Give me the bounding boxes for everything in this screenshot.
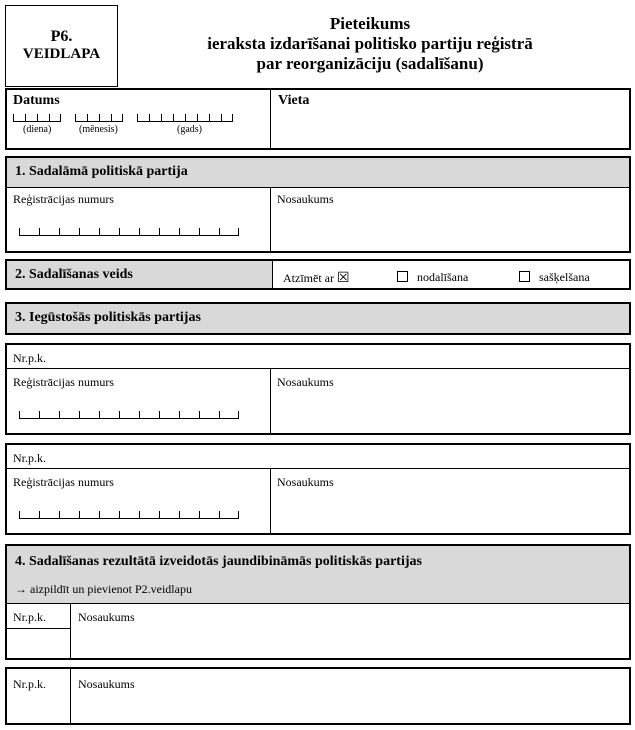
nodalisana-label: nodalīšana <box>417 270 469 284</box>
mark-with-label: Atzīmēt ar <box>283 271 334 285</box>
option-saskelsana[interactable] <box>519 270 590 285</box>
section-1-name-input[interactable] <box>277 208 622 246</box>
date-label: Datums <box>13 93 60 108</box>
title-line-2: ieraksta izdarīšanai politisko partiju reģistrā <box>207 34 533 53</box>
entry-1-name-input[interactable] <box>277 391 622 429</box>
section-3-title: 3. Iegūstošās politiskās partijas <box>7 304 629 333</box>
entry-2-nr-label: Nr.p.k. <box>13 451 46 465</box>
s4-entry-2-name-input[interactable] <box>77 693 622 721</box>
title-line-1: Pieteikums <box>329 14 411 33</box>
section-1-party-being-divided <box>5 156 631 253</box>
section-3-entry-1 <box>5 343 631 435</box>
section-4-entry-2 <box>5 667 631 725</box>
section-4-new-parties <box>5 544 631 660</box>
place-input[interactable] <box>277 112 622 146</box>
section-3-entry-2 <box>5 443 631 535</box>
s4-entry-1-nr-label: Nr.p.k. <box>13 610 46 624</box>
section-1-title: 1. Sadalāmā politiskā partija <box>7 158 629 188</box>
s4-entry-1-name-label: Nosaukums <box>78 610 135 624</box>
place-label: Vieta <box>278 93 310 108</box>
nodalisana-checkbox[interactable] <box>397 271 408 282</box>
entry-2-name-input[interactable] <box>277 491 622 529</box>
date-day-caption: (diena) <box>23 124 52 135</box>
checked-box-icon: ☒ <box>336 270 350 286</box>
entry-1-reg-number-input[interactable] <box>19 411 239 419</box>
entry-1-nr-label: Nr.p.k. <box>13 351 46 365</box>
option-nodalisana[interactable] <box>397 270 468 285</box>
section-4-title: 4. Sadalīšanas rezultātā izveidotās jaundibināmās politiskās partijas <box>15 554 422 569</box>
saskelsana-checkbox[interactable] <box>519 271 530 282</box>
title-line-3: par reorganizāciju (sadalīšanu) <box>256 54 484 73</box>
date-year-caption: (gads) <box>177 124 202 135</box>
entry-1-name-label: Nosaukums <box>277 375 334 389</box>
section-1-reg-label: Reģistrācijas numurs <box>13 192 114 206</box>
entry-1-reg-label: Reģistrācijas numurs <box>13 375 114 389</box>
s4-entry-2-name-label: Nosaukums <box>78 677 135 691</box>
entry-2-name-label: Nosaukums <box>277 475 334 489</box>
section-4-note: → aizpildīt un pievienot P2.veidlapu <box>15 582 192 596</box>
entry-2-reg-label: Reģistrācijas numurs <box>13 475 114 489</box>
form-code: P6. <box>50 28 73 45</box>
date-place-block <box>5 88 631 150</box>
section-3-acquiring-parties <box>5 302 631 335</box>
date-month-caption: (mēnesis) <box>79 124 118 135</box>
section-1-reg-number-input[interactable] <box>19 228 239 236</box>
s4-entry-2-nr-input[interactable] <box>7 695 70 723</box>
date-field[interactable] <box>13 110 263 140</box>
s4-entry-1-name-input[interactable] <box>77 626 622 656</box>
entry-2-reg-number-input[interactable] <box>19 511 239 519</box>
saskelsana-label: sašķelšana <box>539 270 590 284</box>
section-1-name-label: Nosaukums <box>277 192 334 206</box>
section-2-title: 2. Sadalīšanas veids <box>7 261 272 288</box>
s4-entry-1-nr-input[interactable] <box>7 629 70 658</box>
form-word: VEIDLAPA <box>22 46 101 62</box>
section-2-division-type <box>5 259 631 290</box>
s4-entry-2-nr-label: Nr.p.k. <box>13 677 46 691</box>
form-code-box <box>5 5 118 87</box>
form-title <box>150 14 590 74</box>
